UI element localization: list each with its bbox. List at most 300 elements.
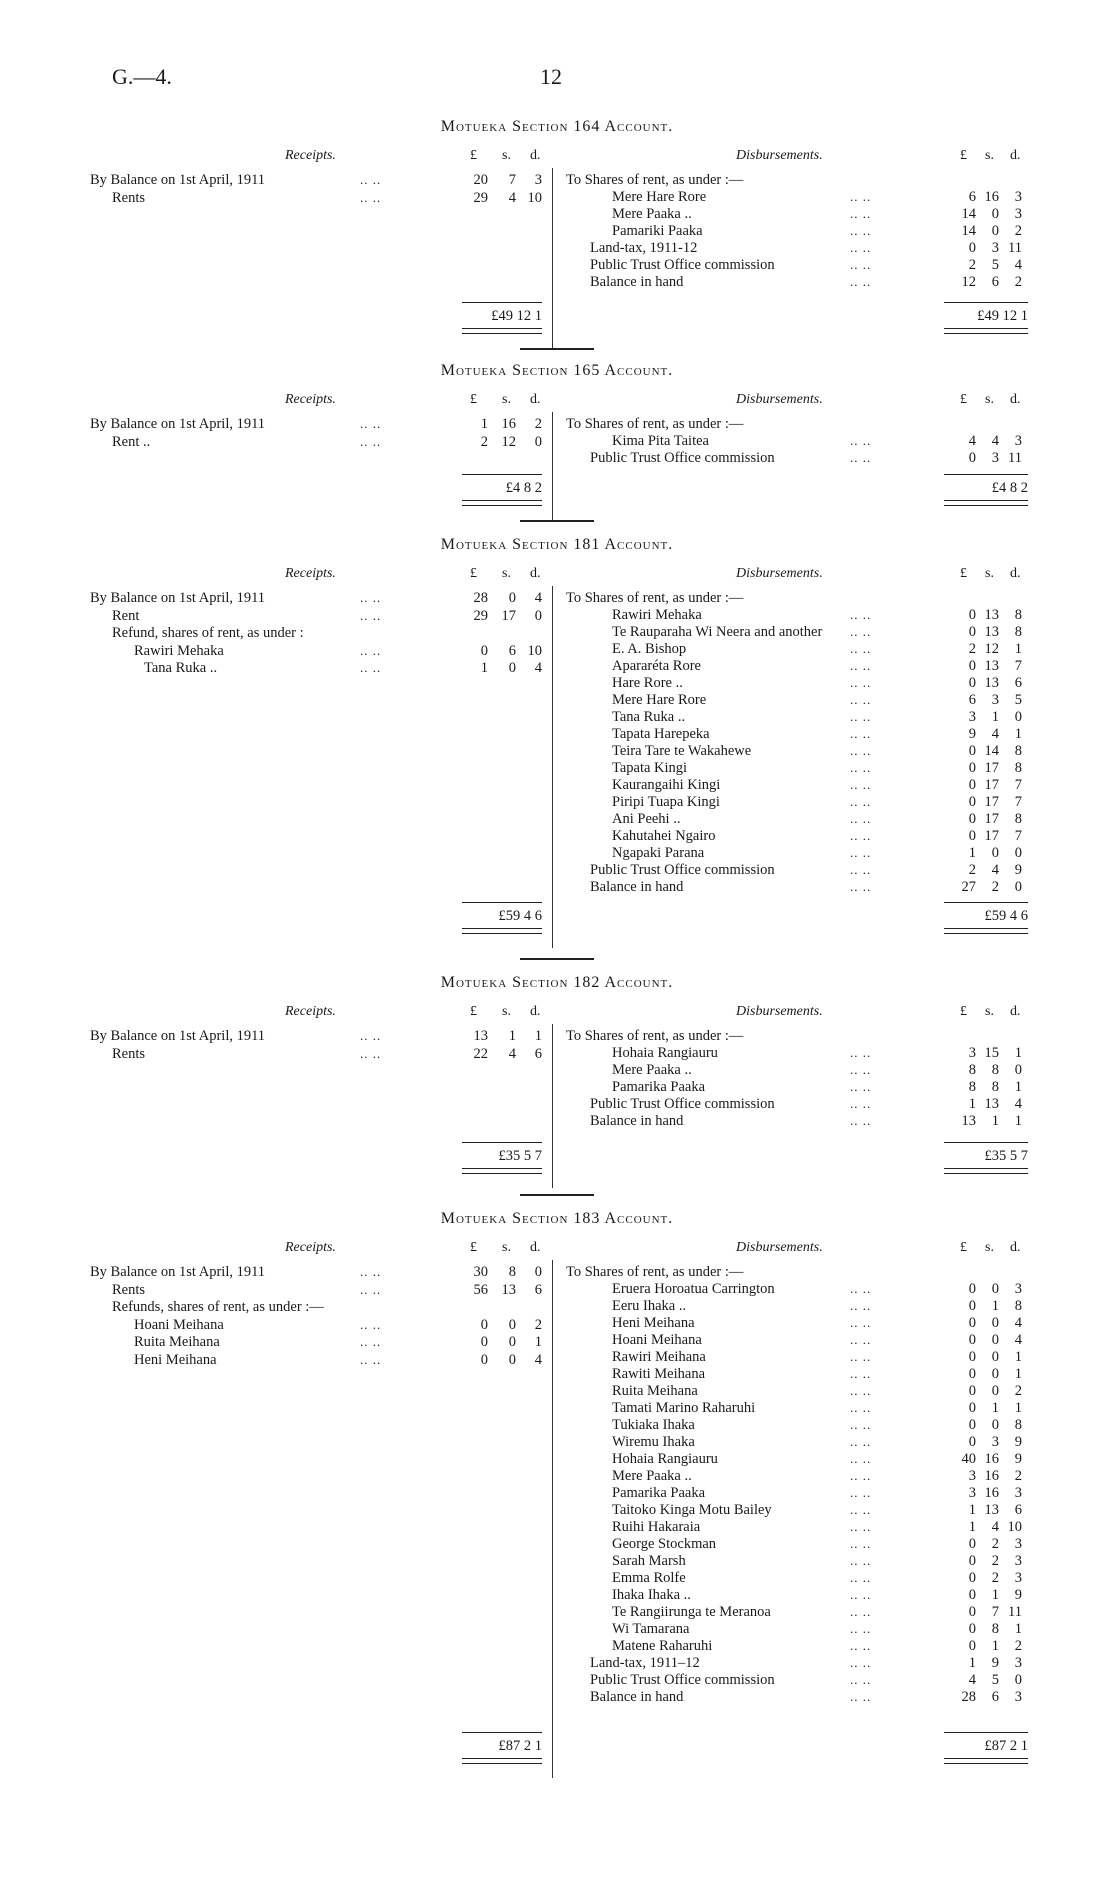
disbursement-amount-s: 6	[991, 274, 999, 290]
receipt-amount-l: 30	[473, 1264, 488, 1280]
disbursement-line: Balance in hand	[590, 1113, 684, 1129]
leader-dots: .. ..	[850, 624, 872, 639]
disbursement-amount-s: 1	[991, 1113, 999, 1129]
column-pence: d.	[1010, 566, 1021, 581]
leader-dots: .. ..	[850, 1417, 872, 1432]
leader-dots: .. ..	[360, 607, 382, 623]
disbursement-amount-d: 11	[1008, 1604, 1022, 1620]
disbursement-line: Eeru Ihaka ..	[612, 1298, 687, 1314]
leader-dots: .. ..	[850, 726, 872, 741]
leader-dots: .. ..	[850, 743, 872, 758]
disbursement-amount-l: 0	[968, 624, 976, 640]
disbursement-amount-d: 3	[1014, 1570, 1022, 1586]
disbursement-line: Tukiaka Ihaka	[612, 1417, 695, 1433]
disbursement-amount-d: 8	[1014, 760, 1022, 776]
disbursement-amount-d: 1	[1014, 1400, 1022, 1416]
leader-dots: .. ..	[850, 274, 872, 289]
disbursements-total: £59 4 6	[984, 908, 1028, 924]
disbursement-amount-s: 17	[984, 828, 999, 844]
leader-dots: .. ..	[850, 845, 872, 860]
disbursement-amount-d: 1	[1014, 1349, 1022, 1365]
disbursement-amount-l: 14	[961, 223, 976, 239]
disbursement-amount-s: 13	[984, 1096, 999, 1112]
receipt-line: Tana Ruka ..	[144, 660, 218, 676]
column-pence: d.	[530, 148, 541, 163]
column-pounds: £	[470, 392, 477, 407]
disbursements-heading: Disbursements.	[736, 148, 823, 163]
disbursement-amount-s: 9	[991, 1655, 999, 1671]
leader-dots: .. ..	[850, 760, 872, 775]
leader-dots: .. ..	[850, 1281, 872, 1296]
disbursement-amount-d: 4	[1014, 1096, 1022, 1112]
receipt-amount-l: 29	[473, 189, 488, 206]
receipt-amount-d: 6	[534, 1281, 542, 1298]
account-title: Motueka Section 182 Account.	[440, 974, 674, 991]
receipt-amount-s: 6	[508, 642, 516, 659]
disbursement-amount-d: 1	[1014, 1113, 1022, 1129]
total-rule	[944, 474, 1028, 475]
disbursement-amount-l: 0	[968, 1400, 976, 1416]
disbursement-amount-l: 3	[968, 1485, 976, 1501]
receipt-amount-d: 10	[527, 642, 542, 659]
total-rule	[944, 1142, 1028, 1143]
column-divider	[552, 1260, 553, 1778]
page-number: 12	[540, 64, 562, 89]
disbursement-line: Hohaia Rangiauru	[612, 1451, 718, 1467]
disbursement-amount-l: 0	[968, 794, 976, 810]
receipt-amount-s: 0	[508, 1351, 516, 1368]
leader-dots: .. ..	[850, 1672, 872, 1687]
column-shillings: s.	[502, 148, 511, 163]
disbursement-amount-s: 16	[984, 1451, 999, 1467]
disbursement-amount-d: 3	[1014, 1553, 1022, 1569]
disbursement-amount-l: 14	[961, 206, 976, 222]
receipt-amount-s: 4	[508, 189, 516, 206]
disbursement-amount-d: 8	[1014, 607, 1022, 623]
disbursement-line: Kahutahei Ngairo	[612, 828, 716, 844]
disbursement-amount-l: 1	[968, 1502, 976, 1518]
leader-dots: .. ..	[850, 675, 872, 690]
disbursement-line: Kima Pita Taitea	[612, 433, 709, 449]
total-rule	[944, 302, 1028, 303]
disbursement-amount-s: 6	[991, 1689, 999, 1705]
disbursement-amount-d: 4	[1014, 1332, 1022, 1348]
disbursement-amount-d: 6	[1014, 675, 1022, 691]
disbursement-line: Tapata Kingi	[612, 760, 688, 776]
total-rule	[462, 902, 542, 903]
column-pence: d.	[1010, 392, 1021, 407]
receipt-amount-d: 2	[534, 1316, 542, 1333]
receipt-amount-s: 0	[508, 660, 516, 676]
column-shillings: s.	[985, 392, 994, 407]
disbursement-amount-d: 8	[1014, 743, 1022, 759]
disbursement-line: Teira Tare te Wakahewe	[612, 743, 752, 759]
disbursement-line: Mere Paaka ..	[612, 206, 692, 222]
receipts-total: £59 4 6	[498, 908, 542, 924]
leader-dots: .. ..	[360, 660, 382, 675]
disbursement-amount-l: 0	[968, 1553, 976, 1569]
disbursement-line: Piripi Tuapa Kingi	[612, 794, 720, 810]
receipt-amount-l: 0	[480, 642, 488, 659]
disbursement-amount-d: 2	[1014, 1468, 1022, 1484]
disbursement-amount-l: 0	[968, 1570, 976, 1586]
disbursement-amount-s: 0	[991, 1383, 999, 1399]
disbursement-line: Mere Paaka ..	[612, 1062, 692, 1078]
disbursement-amount-s: 2	[991, 1553, 999, 1569]
leader-dots: .. ..	[850, 257, 872, 272]
leader-dots: .. ..	[360, 433, 382, 449]
disbursement-amount-l: 0	[968, 1332, 976, 1348]
total-double-rule	[944, 928, 1028, 934]
disbursement-amount-s: 0	[991, 206, 999, 222]
disbursement-amount-l: 0	[968, 607, 976, 623]
total-double-rule	[462, 500, 542, 506]
receipt-line: Ruita Meihana	[134, 1334, 220, 1350]
receipt-line: Rent	[112, 607, 140, 624]
receipt-line: Rawiri Mehaka	[134, 642, 224, 659]
leader-dots: .. ..	[360, 1351, 382, 1367]
disbursement-line: Hoani Meihana	[612, 1332, 702, 1348]
disbursement-amount-l: 6	[968, 189, 976, 205]
leader-dots: .. ..	[850, 1536, 872, 1551]
disbursement-amount-l: 0	[968, 240, 976, 256]
disbursement-line: Te Rauparaha Wi Neera and another	[612, 624, 823, 640]
section-separator	[520, 520, 594, 522]
leader-dots: .. ..	[850, 658, 872, 673]
leader-dots: .. ..	[850, 879, 872, 894]
disbursement-amount-d: 6	[1014, 1502, 1022, 1518]
leader-dots: .. ..	[850, 1468, 872, 1483]
leader-dots: .. ..	[850, 811, 872, 826]
leader-dots: .. ..	[850, 1485, 872, 1500]
receipt-amount-d: 4	[534, 660, 542, 676]
disbursement-amount-d: 7	[1014, 658, 1022, 674]
disbursement-amount-l: 1	[968, 1519, 976, 1535]
disbursement-amount-s: 14	[984, 743, 999, 759]
receipt-amount-l: 2	[480, 433, 488, 450]
disbursement-line: Ruita Meihana	[612, 1383, 698, 1399]
disbursement-amount-s: 4	[991, 433, 999, 449]
receipt-amount-d: 6	[534, 1045, 542, 1062]
leader-dots: .. ..	[850, 692, 872, 707]
disbursement-amount-d: 10	[1007, 1519, 1022, 1535]
receipt-amount-s: 0	[508, 590, 516, 606]
disbursement-line: Public Trust Office commission	[590, 450, 775, 466]
disbursement-amount-s: 4	[991, 862, 999, 878]
leader-dots: .. ..	[850, 794, 872, 809]
disbursements-total: £4 8 2	[991, 480, 1028, 496]
disbursement-amount-s: 0	[991, 1366, 999, 1382]
disbursement-amount-d: 8	[1014, 1298, 1022, 1314]
column-pence: d.	[1010, 148, 1021, 163]
disbursement-amount-l: 0	[968, 1621, 976, 1637]
column-divider	[552, 1024, 553, 1188]
disbursement-amount-s: 17	[984, 794, 999, 810]
leader-dots: .. ..	[360, 1316, 382, 1332]
disbursement-amount-d: 1	[1014, 1079, 1022, 1095]
disbursement-amount-l: 27	[961, 879, 976, 895]
receipts-total: £49 12 1	[491, 308, 542, 324]
section-separator	[520, 1194, 594, 1196]
leader-dots: .. ..	[850, 1604, 872, 1619]
disbursement-amount-s: 13	[984, 658, 999, 674]
disbursement-amount-d: 2	[1014, 1638, 1022, 1654]
disbursement-amount-s: 12	[984, 641, 999, 657]
disbursement-amount-l: 0	[968, 1383, 976, 1399]
disbursement-line: Public Trust Office commission	[590, 862, 775, 878]
receipts-heading: Receipts.	[285, 1240, 336, 1255]
receipt-line: By Balance on 1st April, 1911	[90, 590, 266, 606]
disbursement-amount-l: 3	[968, 709, 976, 725]
disbursements-heading: Disbursements.	[736, 1004, 823, 1019]
disbursement-amount-d: 3	[1014, 1536, 1022, 1552]
disbursement-amount-d: 0	[1014, 1062, 1022, 1078]
disbursement-line: Public Trust Office commission	[590, 257, 775, 273]
receipt-amount-s: 17	[501, 607, 516, 624]
receipt-amount-l: 1	[480, 660, 488, 676]
leader-dots: .. ..	[850, 189, 872, 204]
disbursement-amount-l: 0	[968, 1315, 976, 1331]
receipt-line: Hoani Meihana	[134, 1316, 224, 1333]
disbursement-line: Tamati Marino Raharuhi	[612, 1400, 756, 1416]
leader-dots: .. ..	[850, 1113, 872, 1128]
disbursement-amount-s: 16	[984, 1485, 999, 1501]
disbursement-amount-s: 13	[984, 1502, 999, 1518]
disbursement-line: Emma Rolfe	[612, 1570, 686, 1586]
disbursement-amount-d: 4	[1014, 1315, 1022, 1331]
leader-dots: .. ..	[850, 1298, 872, 1313]
column-pounds: £	[960, 566, 967, 581]
disbursement-amount-l: 0	[968, 1417, 976, 1433]
disbursement-line: To Shares of rent, as under :—	[566, 590, 744, 606]
leader-dots: .. ..	[850, 1383, 872, 1398]
disbursement-amount-s: 0	[991, 1281, 999, 1297]
total-double-rule	[944, 500, 1028, 506]
disbursement-amount-s: 3	[991, 692, 999, 708]
disbursement-line: Land-tax, 1911–12	[590, 1655, 700, 1671]
column-divider	[552, 412, 553, 520]
receipt-amount-s: 16	[501, 416, 516, 432]
disbursement-line: Ngapaki Parana	[612, 845, 705, 861]
receipt-amount-d: 4	[534, 1351, 542, 1368]
disbursement-amount-d: 9	[1014, 1451, 1022, 1467]
disbursement-amount-l: 6	[968, 692, 976, 708]
leader-dots: .. ..	[850, 828, 872, 843]
disbursement-amount-s: 8	[991, 1621, 999, 1637]
column-pence: d.	[1010, 1004, 1021, 1019]
disbursement-line: Mere Hare Rore	[612, 189, 707, 205]
receipt-amount-d: 3	[534, 172, 542, 188]
disbursement-amount-l: 40	[961, 1451, 976, 1467]
disbursement-line: Pamarika Paaka	[612, 1079, 706, 1095]
disbursement-amount-s: 2	[991, 1536, 999, 1552]
receipt-amount-d: 0	[534, 607, 542, 624]
disbursement-amount-d: 8	[1014, 624, 1022, 640]
disbursement-line: Ani Peehi ..	[612, 811, 681, 827]
leader-dots: .. ..	[850, 1638, 872, 1653]
receipt-amount-l: 0	[480, 1316, 488, 1333]
receipt-amount-d: 4	[534, 590, 542, 606]
leader-dots: .. ..	[850, 433, 872, 448]
disbursement-line: To Shares of rent, as under :—	[566, 416, 744, 432]
leader-dots: .. ..	[850, 709, 872, 724]
disbursement-amount-s: 1	[991, 1587, 999, 1603]
disbursement-amount-s: 17	[984, 777, 999, 793]
disbursement-line: Eruera Horoatua Carrington	[612, 1281, 775, 1297]
disbursements-total: £35 5 7	[984, 1148, 1028, 1164]
leader-dots: .. ..	[850, 1621, 872, 1636]
disbursement-amount-d: 7	[1014, 794, 1022, 810]
leader-dots: .. ..	[850, 1096, 872, 1111]
disbursement-amount-l: 2	[968, 257, 976, 273]
disbursement-amount-d: 3	[1014, 1689, 1022, 1705]
disbursement-line: Ihaka Ihaka ..	[612, 1587, 691, 1603]
leader-dots: .. ..	[850, 1315, 872, 1330]
receipt-amount-l: 56	[473, 1281, 488, 1298]
column-shillings: s.	[502, 1004, 511, 1019]
disbursement-amount-d: 11	[1008, 450, 1022, 466]
column-shillings: s.	[985, 1240, 994, 1255]
receipt-line: Heni Meihana	[134, 1351, 217, 1368]
total-rule	[462, 1732, 542, 1733]
account-title: Motueka Section 183 Account.	[440, 1210, 674, 1227]
leader-dots: .. ..	[360, 590, 382, 605]
receipt-amount-s: 8	[508, 1264, 516, 1280]
total-double-rule	[462, 1168, 542, 1174]
disbursement-amount-s: 7	[991, 1604, 999, 1620]
leader-dots: .. ..	[360, 189, 382, 205]
disbursement-amount-d: 1	[1014, 726, 1022, 742]
disbursement-amount-l: 0	[968, 743, 976, 759]
total-rule	[944, 902, 1028, 903]
account-title: Motueka Section 164 Account.	[440, 118, 674, 135]
disbursement-amount-s: 17	[984, 811, 999, 827]
column-pounds: £	[470, 566, 477, 581]
receipt-amount-s: 0	[508, 1316, 516, 1333]
disbursement-line: E. A. Bishop	[612, 641, 687, 657]
disbursement-amount-l: 8	[968, 1079, 976, 1095]
column-pounds: £	[960, 148, 967, 163]
disbursement-amount-l: 0	[968, 675, 976, 691]
disbursement-line: Kaurangaihi Kingi	[612, 777, 721, 793]
column-pounds: £	[470, 1240, 477, 1255]
leader-dots: .. ..	[850, 1349, 872, 1364]
disbursement-amount-l: 0	[968, 1298, 976, 1314]
receipt-amount-l: 0	[480, 1334, 488, 1350]
disbursement-amount-d: 2	[1014, 223, 1022, 239]
leader-dots: .. ..	[360, 1281, 382, 1297]
receipt-amount-s: 1	[508, 1028, 516, 1044]
disbursement-amount-d: 8	[1014, 1417, 1022, 1433]
disbursement-amount-s: 1	[991, 1298, 999, 1314]
receipt-amount-l: 29	[473, 607, 488, 624]
disbursement-amount-s: 13	[984, 624, 999, 640]
disbursement-line: Rawiri Mehaka	[612, 607, 702, 623]
leader-dots: .. ..	[850, 1587, 872, 1602]
disbursement-amount-s: 3	[991, 240, 999, 256]
receipt-amount-s: 7	[508, 172, 516, 188]
column-pence: d.	[530, 1240, 541, 1255]
disbursement-amount-d: 11	[1008, 240, 1022, 256]
disbursement-amount-s: 1	[991, 1400, 999, 1416]
disbursement-amount-l: 0	[968, 760, 976, 776]
disbursement-amount-d: 1	[1014, 1045, 1022, 1061]
disbursement-amount-l: 4	[968, 1672, 976, 1688]
receipt-line: Rents	[112, 1281, 146, 1298]
disbursement-line: Matene Raharuhi	[612, 1638, 713, 1654]
disbursement-amount-l: 2	[968, 641, 976, 657]
total-rule	[944, 1732, 1028, 1733]
account-title: Motueka Section 181 Account.	[440, 536, 674, 553]
leader-dots: .. ..	[850, 1045, 872, 1060]
disbursement-amount-s: 0	[991, 1417, 999, 1433]
disbursement-amount-l: 0	[968, 828, 976, 844]
receipt-amount-l: 0	[480, 1351, 488, 1368]
leader-dots: .. ..	[360, 1045, 382, 1061]
disbursement-line: Hare Rore ..	[612, 675, 683, 691]
disbursement-amount-s: 1	[991, 709, 999, 725]
disbursement-amount-l: 0	[968, 1536, 976, 1552]
receipt-amount-l: 20	[473, 172, 488, 188]
receipt-amount-s: 13	[501, 1281, 516, 1298]
receipt-line: Refunds, shares of rent, as under :—	[112, 1299, 324, 1315]
disbursements-heading: Disbursements.	[736, 392, 823, 407]
receipt-amount-l: 1	[480, 416, 488, 432]
leader-dots: .. ..	[360, 1264, 382, 1279]
disbursement-line: Wi Tamarana	[612, 1621, 690, 1637]
disbursement-line: Sarah Marsh	[612, 1553, 686, 1569]
disbursement-line: Tapata Harepeka	[612, 726, 710, 742]
disbursement-amount-d: 3	[1014, 1485, 1022, 1501]
leader-dots: .. ..	[850, 1502, 872, 1517]
disbursement-amount-s: 16	[984, 1468, 999, 1484]
receipts-heading: Receipts.	[285, 392, 336, 407]
disbursement-amount-d: 2	[1014, 274, 1022, 290]
disbursement-line: Balance in hand	[590, 1689, 684, 1705]
column-divider	[552, 168, 553, 348]
disbursement-amount-d: 8	[1014, 811, 1022, 827]
disbursement-amount-d: 1	[1014, 1621, 1022, 1637]
disbursement-amount-l: 0	[968, 1349, 976, 1365]
disbursement-amount-d: 7	[1014, 777, 1022, 793]
disbursement-amount-l: 1	[968, 1655, 976, 1671]
column-pounds: £	[960, 1240, 967, 1255]
disbursement-amount-l: 0	[968, 1587, 976, 1603]
receipt-amount-d: 1	[534, 1334, 542, 1350]
disbursement-amount-s: 0	[991, 1349, 999, 1365]
disbursement-amount-l: 0	[968, 1366, 976, 1382]
disbursement-amount-d: 9	[1014, 1587, 1022, 1603]
disbursement-amount-d: 9	[1014, 1434, 1022, 1450]
disbursement-amount-l: 0	[968, 1604, 976, 1620]
leader-dots: .. ..	[850, 1553, 872, 1568]
disbursement-amount-l: 0	[968, 777, 976, 793]
disbursement-amount-l: 4	[968, 433, 976, 449]
column-pence: d.	[1010, 1240, 1021, 1255]
receipts-heading: Receipts.	[285, 1004, 336, 1019]
leader-dots: .. ..	[850, 607, 872, 622]
disbursement-amount-l: 2	[968, 862, 976, 878]
column-pounds: £	[470, 148, 477, 163]
disbursements-total: £87 2 1	[984, 1738, 1028, 1754]
leader-dots: .. ..	[850, 1366, 872, 1381]
receipt-line: Rents	[112, 1045, 146, 1062]
disbursement-line: George Stockman	[612, 1536, 717, 1552]
receipt-line: Rent ..	[112, 433, 151, 450]
receipt-amount-l: 22	[473, 1045, 488, 1062]
disbursement-line: Public Trust Office commission	[590, 1096, 775, 1112]
disbursement-amount-s: 8	[991, 1062, 999, 1078]
